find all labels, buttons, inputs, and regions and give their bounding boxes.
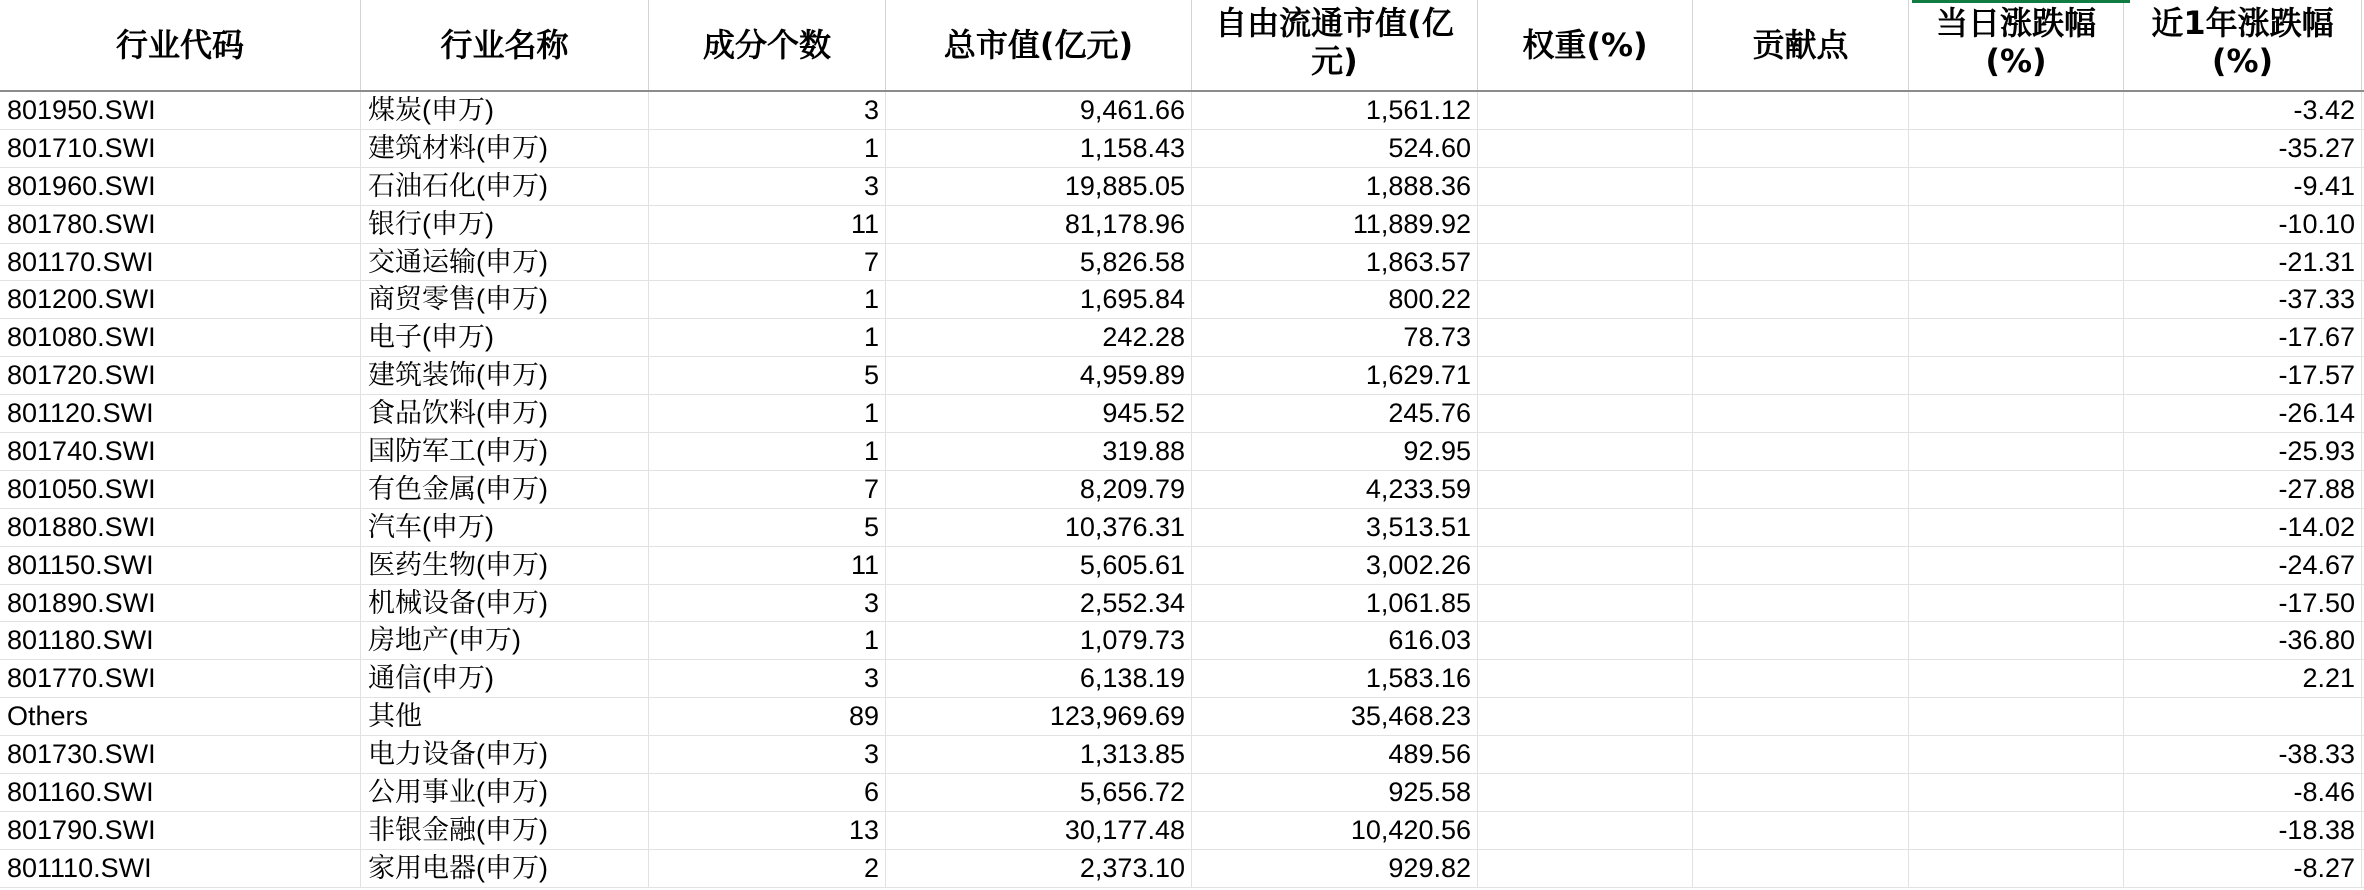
cell-contribution-points[interactable] (1693, 622, 1909, 659)
cell-industry-name[interactable]: 医药生物(申万) (361, 547, 649, 584)
cell-contribution-points[interactable] (1693, 547, 1909, 584)
cell-one-year-change[interactable]: -37.33 (2124, 281, 2362, 318)
cell-industry-name[interactable]: 建筑装饰(申万) (361, 357, 649, 394)
cell-industry-name[interactable]: 交通运输(申万) (361, 244, 649, 281)
cell-contribution-points[interactable] (1693, 585, 1909, 622)
table-row (0, 244, 2364, 282)
cell-constituent-count[interactable]: 6 (649, 774, 886, 811)
cell-daily-change[interactable] (1909, 244, 2124, 281)
cell-constituent-count[interactable]: 3 (649, 92, 886, 129)
cell-one-year-change[interactable]: -17.57 (2124, 357, 2362, 394)
header-contribution-points[interactable]: 贡献点 (1693, 0, 1909, 90)
cell-industry-name[interactable]: 电力设备(申万) (361, 736, 649, 773)
cell-total-market-cap[interactable]: 4,959.89 (886, 357, 1192, 394)
cell-one-year-change[interactable] (2124, 698, 2362, 735)
active-cell-indicator (1912, 0, 2130, 3)
cell-total-market-cap[interactable]: 945.52 (886, 395, 1192, 432)
header-industry-code[interactable]: 行业代码 (0, 0, 361, 90)
table-row (0, 433, 2364, 471)
cell-daily-change[interactable] (1909, 850, 2124, 887)
cell-contribution-points[interactable] (1693, 281, 1909, 318)
cell-free-float-market-cap[interactable]: 800.22 (1192, 281, 1478, 318)
table-row (0, 660, 2364, 698)
cell-industry-code[interactable]: 801160.SWI (0, 774, 361, 811)
table-row (0, 812, 2364, 850)
cell-weight[interactable] (1478, 244, 1693, 281)
cell-constituent-count[interactable]: 1 (649, 281, 886, 318)
cell-free-float-market-cap[interactable]: 3,513.51 (1192, 509, 1478, 546)
cell-one-year-change[interactable]: -8.27 (2124, 850, 2362, 887)
cell-one-year-change[interactable]: -8.46 (2124, 774, 2362, 811)
cell-industry-name[interactable]: 商贸零售(申万) (361, 281, 649, 318)
cell-total-market-cap[interactable]: 242.28 (886, 319, 1192, 356)
cell-constituent-count[interactable]: 3 (649, 168, 886, 205)
cell-contribution-points[interactable] (1693, 509, 1909, 546)
cell-industry-name[interactable]: 食品饮料(申万) (361, 395, 649, 432)
cell-constituent-count[interactable]: 5 (649, 357, 886, 394)
cell-free-float-market-cap[interactable]: 1,629.71 (1192, 357, 1478, 394)
cell-contribution-points[interactable] (1693, 433, 1909, 470)
table-row (0, 774, 2364, 812)
cell-one-year-change[interactable]: -9.41 (2124, 168, 2362, 205)
cell-constituent-count[interactable]: 3 (649, 660, 886, 697)
cell-total-market-cap[interactable]: 10,376.31 (886, 509, 1192, 546)
cell-one-year-change[interactable]: -10.10 (2124, 206, 2362, 243)
cell-industry-name[interactable]: 银行(申万) (361, 206, 649, 243)
cell-daily-change[interactable] (1909, 206, 2124, 243)
table-row (0, 206, 2364, 244)
cell-one-year-change[interactable]: -25.93 (2124, 433, 2362, 470)
cell-free-float-market-cap[interactable]: 92.95 (1192, 433, 1478, 470)
cell-weight[interactable] (1478, 130, 1693, 167)
cell-daily-change[interactable] (1909, 471, 2124, 508)
cell-industry-code[interactable]: 801880.SWI (0, 509, 361, 546)
cell-industry-code[interactable]: 801790.SWI (0, 812, 361, 849)
cell-industry-code[interactable]: Others (0, 698, 361, 735)
cell-daily-change[interactable] (1909, 319, 2124, 356)
cell-daily-change[interactable] (1909, 395, 2124, 432)
cell-free-float-market-cap[interactable]: 1,561.12 (1192, 92, 1478, 129)
cell-weight[interactable] (1478, 585, 1693, 622)
cell-contribution-points[interactable] (1693, 850, 1909, 887)
cell-daily-change[interactable] (1909, 547, 2124, 584)
cell-total-market-cap[interactable]: 81,178.96 (886, 206, 1192, 243)
cell-total-market-cap[interactable]: 9,461.66 (886, 92, 1192, 129)
cell-daily-change[interactable] (1909, 433, 2124, 470)
cell-constituent-count[interactable]: 3 (649, 736, 886, 773)
table-row (0, 509, 2364, 547)
cell-one-year-change[interactable]: -18.38 (2124, 812, 2362, 849)
cell-one-year-change[interactable]: -26.14 (2124, 395, 2362, 432)
cell-contribution-points[interactable] (1693, 244, 1909, 281)
cell-constituent-count[interactable]: 1 (649, 622, 886, 659)
cell-industry-code[interactable]: 801120.SWI (0, 395, 361, 432)
cell-contribution-points[interactable] (1693, 774, 1909, 811)
cell-one-year-change[interactable]: -14.02 (2124, 509, 2362, 546)
cell-free-float-market-cap[interactable]: 10,420.56 (1192, 812, 1478, 849)
cell-contribution-points[interactable] (1693, 736, 1909, 773)
cell-constituent-count[interactable]: 1 (649, 130, 886, 167)
cell-total-market-cap[interactable]: 19,885.05 (886, 168, 1192, 205)
cell-daily-change[interactable] (1909, 130, 2124, 167)
cell-free-float-market-cap[interactable]: 78.73 (1192, 319, 1478, 356)
cell-industry-name[interactable]: 公用事业(申万) (361, 774, 649, 811)
cell-constituent-count[interactable]: 13 (649, 812, 886, 849)
cell-free-float-market-cap[interactable]: 4,233.59 (1192, 471, 1478, 508)
cell-one-year-change[interactable]: -24.67 (2124, 547, 2362, 584)
cell-free-float-market-cap[interactable]: 616.03 (1192, 622, 1478, 659)
cell-constituent-count[interactable]: 89 (649, 698, 886, 735)
cell-weight[interactable] (1478, 660, 1693, 697)
cell-industry-code[interactable]: 801200.SWI (0, 281, 361, 318)
table-body (0, 92, 2364, 888)
cell-total-market-cap[interactable]: 8,209.79 (886, 471, 1192, 508)
cell-weight[interactable] (1478, 812, 1693, 849)
cell-industry-code[interactable]: 801180.SWI (0, 622, 361, 659)
cell-daily-change[interactable] (1909, 774, 2124, 811)
cell-constituent-count[interactable]: 1 (649, 319, 886, 356)
cell-free-float-market-cap[interactable]: 925.58 (1192, 774, 1478, 811)
cell-contribution-points[interactable] (1693, 168, 1909, 205)
cell-industry-name[interactable]: 其他 (361, 698, 649, 735)
cell-total-market-cap[interactable]: 1,158.43 (886, 130, 1192, 167)
cell-weight[interactable] (1478, 168, 1693, 205)
cell-industry-name[interactable]: 国防军工(申万) (361, 433, 649, 470)
cell-industry-name[interactable]: 房地产(申万) (361, 622, 649, 659)
cell-daily-change[interactable] (1909, 812, 2124, 849)
cell-constituent-count[interactable]: 1 (649, 395, 886, 432)
cell-constituent-count[interactable]: 2 (649, 850, 886, 887)
cell-one-year-change[interactable]: -35.27 (2124, 130, 2362, 167)
cell-total-market-cap[interactable]: 5,826.58 (886, 244, 1192, 281)
cell-weight[interactable] (1478, 206, 1693, 243)
cell-constituent-count[interactable]: 11 (649, 206, 886, 243)
cell-contribution-points[interactable] (1693, 660, 1909, 697)
cell-contribution-points[interactable] (1693, 471, 1909, 508)
cell-total-market-cap[interactable]: 1,695.84 (886, 281, 1192, 318)
cell-total-market-cap[interactable]: 123,969.69 (886, 698, 1192, 735)
cell-industry-code[interactable]: 801950.SWI (0, 92, 361, 129)
cell-weight[interactable] (1478, 433, 1693, 470)
cell-industry-name[interactable]: 建筑材料(申万) (361, 130, 649, 167)
table-row (0, 130, 2364, 168)
cell-one-year-change[interactable]: -38.33 (2124, 736, 2362, 773)
cell-one-year-change[interactable]: -27.88 (2124, 471, 2362, 508)
table-row (0, 281, 2364, 319)
table-row (0, 698, 2364, 736)
table-row (0, 736, 2364, 774)
cell-contribution-points[interactable] (1693, 92, 1909, 129)
cell-industry-name[interactable]: 汽车(申万) (361, 509, 649, 546)
cell-industry-name[interactable]: 石油石化(申万) (361, 168, 649, 205)
cell-total-market-cap[interactable]: 5,656.72 (886, 774, 1192, 811)
table-row (0, 168, 2364, 206)
cell-daily-change[interactable] (1909, 660, 2124, 697)
table-row (0, 622, 2364, 660)
header-one-year-change[interactable]: 近1年涨跌幅(%) (2124, 0, 2362, 90)
header-row (0, 0, 2364, 92)
cell-industry-name[interactable]: 家用电器(申万) (361, 850, 649, 887)
cell-constituent-count[interactable]: 7 (649, 471, 886, 508)
cell-industry-name[interactable]: 有色金属(申万) (361, 471, 649, 508)
cell-industry-name[interactable]: 煤炭(申万) (361, 92, 649, 129)
cell-free-float-market-cap[interactable]: 1,888.36 (1192, 168, 1478, 205)
header-total-market-cap[interactable]: 总市值(亿元) (886, 0, 1192, 90)
cell-constituent-count[interactable]: 5 (649, 509, 886, 546)
cell-free-float-market-cap[interactable]: 489.56 (1192, 736, 1478, 773)
cell-daily-change[interactable] (1909, 281, 2124, 318)
cell-daily-change[interactable] (1909, 622, 2124, 659)
cell-free-float-market-cap[interactable]: 11,889.92 (1192, 206, 1478, 243)
cell-total-market-cap[interactable]: 2,373.10 (886, 850, 1192, 887)
table-row (0, 319, 2364, 357)
cell-free-float-market-cap[interactable]: 524.60 (1192, 130, 1478, 167)
cell-industry-code[interactable]: 801720.SWI (0, 357, 361, 394)
cell-industry-code[interactable]: 801170.SWI (0, 244, 361, 281)
cell-one-year-change[interactable]: -3.42 (2124, 92, 2362, 129)
cell-total-market-cap[interactable]: 5,605.61 (886, 547, 1192, 584)
cell-weight[interactable] (1478, 357, 1693, 394)
cell-daily-change[interactable] (1909, 736, 2124, 773)
cell-industry-code[interactable]: 801050.SWI (0, 471, 361, 508)
cell-weight[interactable] (1478, 471, 1693, 508)
table-row (0, 471, 2364, 509)
cell-total-market-cap[interactable]: 319.88 (886, 433, 1192, 470)
cell-industry-code[interactable]: 801080.SWI (0, 319, 361, 356)
cell-free-float-market-cap[interactable]: 245.76 (1192, 395, 1478, 432)
cell-daily-change[interactable] (1909, 585, 2124, 622)
cell-contribution-points[interactable] (1693, 357, 1909, 394)
cell-free-float-market-cap[interactable]: 35,468.23 (1192, 698, 1478, 735)
cell-total-market-cap[interactable]: 1,079.73 (886, 622, 1192, 659)
cell-weight[interactable] (1478, 319, 1693, 356)
cell-one-year-change[interactable]: -36.80 (2124, 622, 2362, 659)
table-row (0, 585, 2364, 623)
cell-contribution-points[interactable] (1693, 130, 1909, 167)
cell-daily-change[interactable] (1909, 509, 2124, 546)
cell-contribution-points[interactable] (1693, 698, 1909, 735)
cell-constituent-count[interactable]: 7 (649, 244, 886, 281)
cell-constituent-count[interactable]: 1 (649, 433, 886, 470)
cell-one-year-change[interactable]: -21.31 (2124, 244, 2362, 281)
cell-weight[interactable] (1478, 736, 1693, 773)
cell-total-market-cap[interactable]: 2,552.34 (886, 585, 1192, 622)
cell-industry-code[interactable]: 801110.SWI (0, 850, 361, 887)
cell-industry-name[interactable]: 电子(申万) (361, 319, 649, 356)
cell-constituent-count[interactable]: 3 (649, 585, 886, 622)
cell-contribution-points[interactable] (1693, 206, 1909, 243)
cell-industry-name[interactable]: 机械设备(申万) (361, 585, 649, 622)
cell-weight[interactable] (1478, 622, 1693, 659)
cell-weight[interactable] (1478, 509, 1693, 546)
cell-free-float-market-cap[interactable]: 1,863.57 (1192, 244, 1478, 281)
cell-contribution-points[interactable] (1693, 319, 1909, 356)
cell-weight[interactable] (1478, 395, 1693, 432)
cell-industry-name[interactable]: 非银金融(申万) (361, 812, 649, 849)
cell-industry-code[interactable]: 801770.SWI (0, 660, 361, 697)
table-row (0, 850, 2364, 888)
cell-daily-change[interactable] (1909, 168, 2124, 205)
table-row (0, 92, 2364, 130)
cell-industry-code[interactable]: 801780.SWI (0, 206, 361, 243)
table-row (0, 547, 2364, 585)
cell-weight[interactable] (1478, 547, 1693, 584)
header-daily-change[interactable]: 当日涨跌幅(%) (1909, 0, 2124, 90)
cell-daily-change[interactable] (1909, 92, 2124, 129)
cell-one-year-change[interactable]: -17.50 (2124, 585, 2362, 622)
cell-industry-name[interactable]: 通信(申万) (361, 660, 649, 697)
cell-constituent-count[interactable]: 11 (649, 547, 886, 584)
cell-weight[interactable] (1478, 698, 1693, 735)
cell-industry-code[interactable]: 801710.SWI (0, 130, 361, 167)
cell-weight[interactable] (1478, 92, 1693, 129)
cell-daily-change[interactable] (1909, 357, 2124, 394)
table-row (0, 357, 2364, 395)
cell-industry-code[interactable]: 801730.SWI (0, 736, 361, 773)
cell-weight[interactable] (1478, 774, 1693, 811)
header-weight[interactable]: 权重(%) (1478, 0, 1693, 90)
cell-contribution-points[interactable] (1693, 395, 1909, 432)
header-constituent-count[interactable]: 成分个数 (649, 0, 886, 90)
cell-weight[interactable] (1478, 281, 1693, 318)
cell-total-market-cap[interactable]: 1,313.85 (886, 736, 1192, 773)
cell-contribution-points[interactable] (1693, 812, 1909, 849)
cell-free-float-market-cap[interactable]: 1,061.85 (1192, 585, 1478, 622)
cell-industry-code[interactable]: 801150.SWI (0, 547, 361, 584)
cell-industry-code[interactable]: 801890.SWI (0, 585, 361, 622)
header-industry-name[interactable]: 行业名称 (361, 0, 649, 90)
header-free-float-market-cap[interactable]: 自由流通市值(亿元) (1192, 0, 1478, 90)
cell-free-float-market-cap[interactable]: 1,583.16 (1192, 660, 1478, 697)
cell-one-year-change[interactable]: 2.21 (2124, 660, 2362, 697)
cell-one-year-change[interactable]: -17.67 (2124, 319, 2362, 356)
cell-free-float-market-cap[interactable]: 929.82 (1192, 850, 1478, 887)
cell-weight[interactable] (1478, 850, 1693, 887)
table-row (0, 395, 2364, 433)
cell-free-float-market-cap[interactable]: 3,002.26 (1192, 547, 1478, 584)
cell-total-market-cap[interactable]: 30,177.48 (886, 812, 1192, 849)
cell-daily-change[interactable] (1909, 698, 2124, 735)
cell-industry-code[interactable]: 801960.SWI (0, 168, 361, 205)
cell-total-market-cap[interactable]: 6,138.19 (886, 660, 1192, 697)
cell-industry-code[interactable]: 801740.SWI (0, 433, 361, 470)
